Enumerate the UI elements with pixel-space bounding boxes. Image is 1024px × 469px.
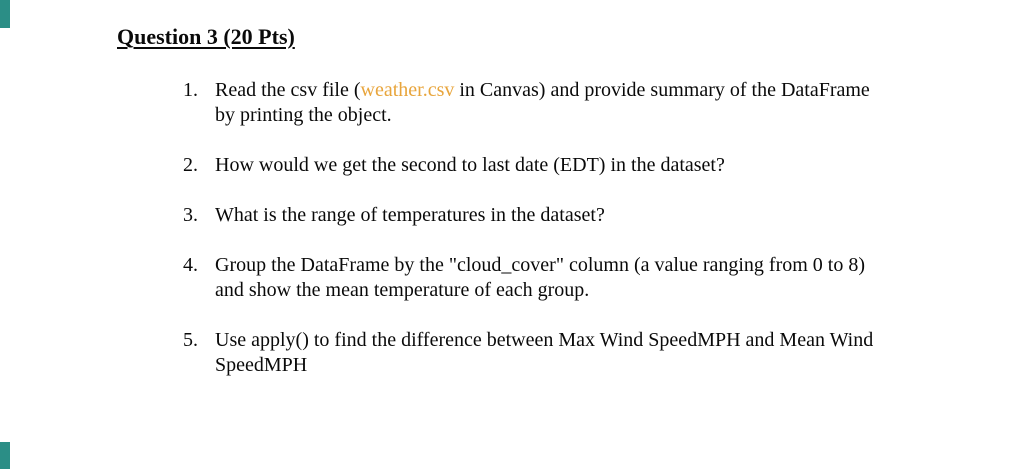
question-line xyxy=(215,78,903,103)
list-item-text xyxy=(215,78,903,128)
list-item-number: 2. xyxy=(183,154,198,176)
question-line: Group the DataFrame by the "cloud_cover" column (a value ranging from 0 to 8) xyxy=(215,254,866,276)
question-text-suffix: in Canvas) and provide summary of the DataFrame xyxy=(454,79,870,101)
list-item-number: 4. xyxy=(183,254,198,276)
list-item-number: 5. xyxy=(183,329,198,351)
weather-csv-link[interactable]: weather.csv xyxy=(360,79,455,101)
list-item-3 xyxy=(183,203,903,228)
question-line: What is the range of temperatures in the dataset? xyxy=(215,204,605,226)
list-item-text xyxy=(215,253,903,303)
list-item-number: 1. xyxy=(183,79,198,101)
question-line: Use apply() to find the difference between Max Wind SpeedMPH and Mean Wind xyxy=(215,329,874,351)
question-line: by printing the object. xyxy=(215,104,392,126)
left-edge-accent-bottom xyxy=(0,442,10,469)
list-item-text xyxy=(215,328,903,378)
list-item-5 xyxy=(183,328,903,378)
list-item-2 xyxy=(183,153,903,178)
list-item-number: 3. xyxy=(183,204,198,226)
question-line: SpeedMPH xyxy=(215,354,308,376)
question-text-prefix: Read the csv file ( xyxy=(215,79,361,101)
question-line: and show the mean temperature of each group. xyxy=(215,279,590,301)
left-edge-accent-top xyxy=(0,0,10,28)
list-item-1 xyxy=(183,78,903,128)
question-list xyxy=(183,78,903,378)
list-item-text xyxy=(215,203,903,228)
list-item-text xyxy=(215,153,903,178)
list-item-4 xyxy=(183,253,903,303)
question-title: Question 3 (20 Pts) xyxy=(117,24,295,49)
question-line: How would we get the second to last date (EDT) in the dataset? xyxy=(215,154,725,176)
